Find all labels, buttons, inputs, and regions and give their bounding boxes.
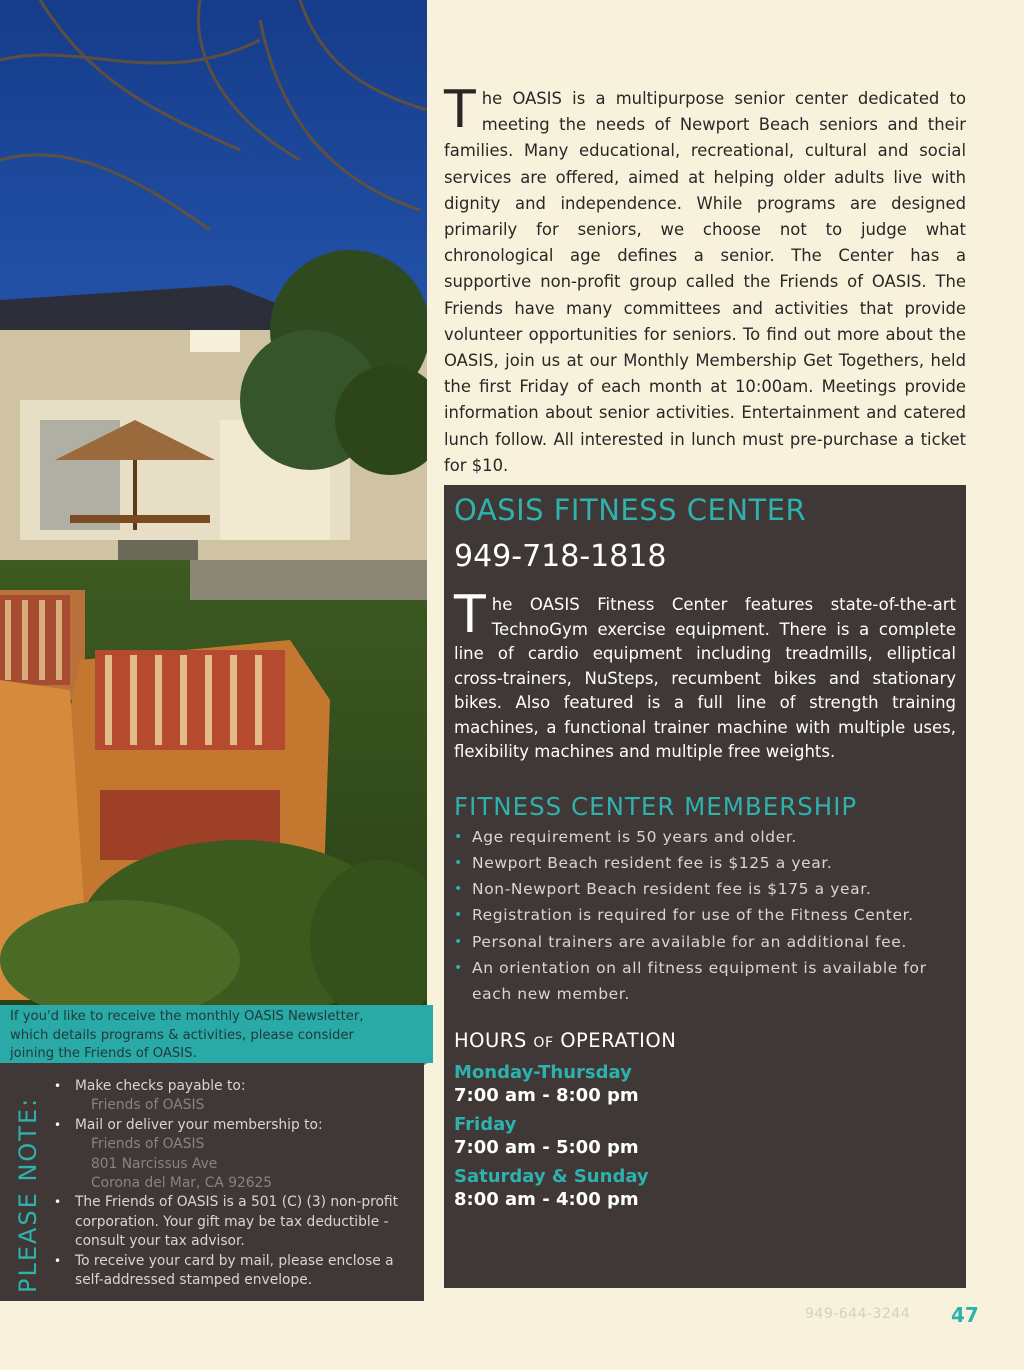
- list-item: • An orientation on all fitness equipment is available for each new member.: [454, 955, 956, 1008]
- list-item: • Mail or deliver your membership to: Friends of OASIS 801 Narcissus Ave Corona del Mar, CA 92625: [54, 1116, 323, 1192]
- bullet-icon: •: [54, 1195, 62, 1210]
- hours-day: Friday: [454, 1113, 517, 1135]
- please-note-list: [54, 1077, 414, 1290]
- list-item: • Registration is required for use of the Fitness Center.: [454, 902, 956, 928]
- hours-day: Saturday & Sunday: [454, 1165, 649, 1187]
- list-item: • The Friends of OASIS is a 501 (C) (3) non-profit corporation. Your gift may be tax deductible - consult your tax advisor.: [54, 1194, 399, 1250]
- bullet-icon: •: [454, 959, 463, 976]
- hours-day: Monday-Thursday: [454, 1061, 632, 1083]
- newsletter-text: If you'd like to receive the monthly OASIS Newsletter, which details programs & activities, please consider joining the Friends of OASIS.: [10, 1009, 364, 1061]
- membership-title: FITNESS CENTER MEMBERSHIP: [454, 791, 858, 821]
- list-item: • Age requirement is 50 years and older.: [454, 824, 956, 850]
- footer-phone: 949-644-3244: [805, 1306, 911, 1322]
- list-item: • Personal trainers are available for an additional fee.: [454, 929, 956, 955]
- list-item: • Non-Newport Beach resident fee is $175 a year.: [454, 876, 956, 902]
- intro-paragraph: [444, 80, 966, 479]
- bullet-icon: •: [454, 854, 463, 871]
- bullet-icon: •: [54, 1253, 62, 1268]
- hours-time: 7:00 am - 8:00 pm: [454, 1084, 639, 1106]
- list-item: • Make checks payable to: Friends of OASIS: [54, 1078, 246, 1114]
- bullet-icon: •: [454, 828, 463, 845]
- list-item: • Newport Beach resident fee is $125 a year.: [454, 850, 956, 876]
- patio-photo: [0, 0, 427, 1005]
- bullet-icon: •: [454, 933, 463, 950]
- hours-time: 7:00 am - 5:00 pm: [454, 1136, 639, 1158]
- fitness-dropcap: T: [454, 585, 486, 645]
- intro-dropcap: T: [444, 80, 476, 140]
- fitness-title: OASIS FITNESS CENTER: [454, 493, 807, 527]
- hours-time: 8:00 am - 4:00 pm: [454, 1188, 639, 1210]
- hours-title: HOURS OF OPERATION: [454, 1028, 677, 1052]
- membership-list: [454, 824, 956, 1008]
- fitness-panel: [444, 485, 966, 1288]
- fitness-body-text: he OASIS Fitness Center features state-of-the-art TechnoGym exercise equipment. There is a complete line of cardio equipment including treadmills, elliptical cross-trainers, NuSteps, recumbent bikes and stationary bikes. Also featured is a full line of strength training machines, a functional trainer machine with multiple uses, flexibility machines and multiple free weights.: [454, 595, 956, 761]
- bullet-icon: •: [54, 1079, 62, 1093]
- fitness-description: [454, 585, 956, 765]
- bullet-icon: •: [54, 1117, 62, 1132]
- fitness-phone: 949-718-1818: [454, 539, 667, 574]
- bullet-icon: •: [454, 881, 463, 898]
- bullet-icon: •: [454, 907, 463, 924]
- list-item: • To receive your card by mail, please enclose a self-addressed stamped envelope.: [54, 1252, 394, 1289]
- intro-text: he OASIS is a multipurpose senior center dedicated to meeting the needs of Newport Beach seniors and their families. Many educational, recreational, cultural and social services are offered, aimed at helping older adults live with dignity and independence. While programs are designed primarily for seniors, we choose not to judge what chronological age defines a senior. The Center has a supportive non-profit group called the Friends of OASIS. The Friends have many committees and activities that provide volunteer opportunities for seniors. To find out more about the OASIS, join us at our Monthly Membership Get Togethers, held the first Friday of each month at 10:00am. Meetings provide information about senior activities. Entertainment and catered lunch follow. All interested in lunch must pre-purchase a ticket for $10.: [444, 89, 966, 475]
- please-note-heading: PLEASE NOTE:: [14, 1096, 42, 1293]
- page-number: 47: [951, 1303, 979, 1327]
